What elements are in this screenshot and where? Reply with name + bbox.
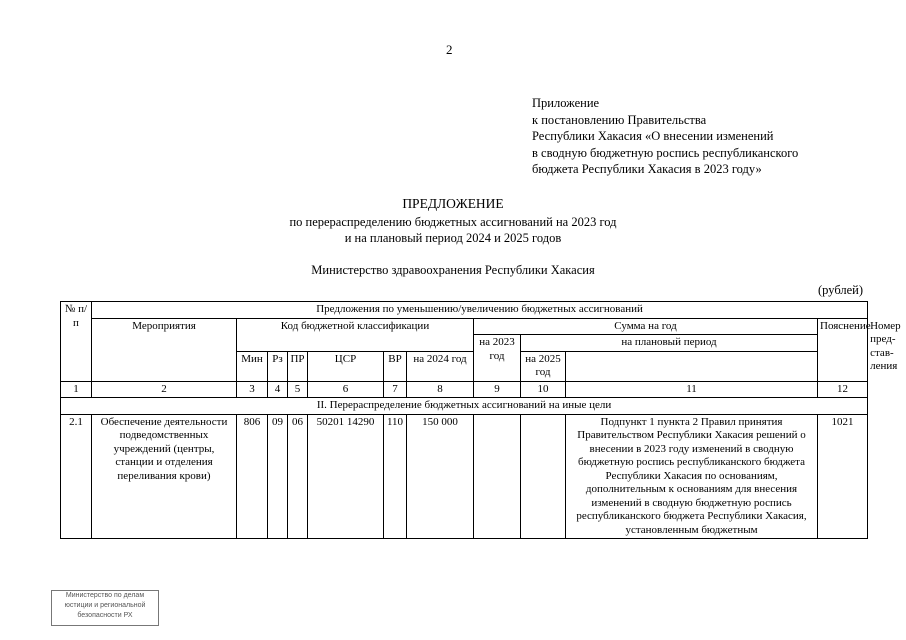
- section-heading: II. Перераспределение бюджетных ассигнований на иные цели: [61, 398, 868, 415]
- page-number: 2: [446, 42, 453, 57]
- header-budget-code: Код бюджетной классификации: [237, 318, 474, 351]
- col-number: 9: [474, 381, 521, 398]
- col-number: 8: [407, 381, 474, 398]
- header-pr: ПР: [288, 351, 308, 381]
- header-measures: Мероприятия: [92, 318, 237, 381]
- col-number: 10: [521, 381, 566, 398]
- header-proposals: Предложения по уменьшению/увеличению бюджетных ассигнований: [92, 302, 868, 319]
- col-number: 4: [268, 381, 288, 398]
- header-sum-year: Сумма на год: [474, 318, 818, 335]
- col-number: 7: [384, 381, 407, 398]
- budget-table: [60, 301, 901, 539]
- row-sum-2023: 150 000: [407, 414, 474, 539]
- col-number: 1: [61, 381, 92, 398]
- header-min: Мин: [237, 351, 268, 381]
- ministry-name: Министерство здравоохранения Республики Хакасия: [311, 263, 595, 277]
- row-pr: 06: [288, 414, 308, 539]
- row-rz: 09: [268, 414, 288, 539]
- section-row: [61, 398, 868, 415]
- column-numbers-row: [61, 381, 868, 398]
- col-number: 6: [308, 381, 384, 398]
- row-min: 806: [237, 414, 268, 539]
- header-explanation: Пояснение: [818, 318, 868, 381]
- header-planned-period: на плановый период: [521, 335, 818, 352]
- row-vr: 110: [384, 414, 407, 539]
- row-number: 2.1: [61, 414, 92, 539]
- header-csr: ЦСР: [308, 351, 384, 381]
- col-number: 5: [288, 381, 308, 398]
- header-rz: Рз: [268, 351, 288, 381]
- header-row-2: Мероприятия Код бюджетной классификации Сумма на год Пояснение Номер пред-став-ления: [61, 318, 868, 335]
- header-2023: на 2023 год: [474, 335, 521, 382]
- document-title: ПРЕДЛОЖЕНИЕ: [402, 196, 504, 211]
- row-rep-number: 1021: [818, 414, 868, 539]
- col-number: 11: [566, 381, 818, 398]
- header-num: № п/п: [61, 302, 92, 382]
- col-number: 12: [818, 381, 868, 398]
- row-sum-2024: [474, 414, 521, 539]
- header-2025: на 2025 год: [521, 351, 566, 381]
- header-row-1: [61, 302, 868, 319]
- units-label: (рублей): [818, 283, 864, 297]
- appendix-note: Приложение к постановлению Правительства Республики Хакасия «О внесении изменений в сводную бюджетную роспись республиканского бюджета Республики Хакасия в 2023 году»: [532, 96, 799, 176]
- row-csr: 50201 14290: [308, 414, 384, 539]
- row-measure: Обеспечение деятельности подведомственных учреждений (центры, станции и отделения переливания крови): [92, 414, 237, 539]
- row-explanation: Подпункт 1 пункта 2 Правил принятия Правительством Республики Хакасия решений о внесении в 2023 году изменений в сводную бюджетную роспись республиканского бюджета Республики Хакасия по основаниям, дополнительным к основаниям для внесения изменений в сводную бюджетную роспись республиканского бюджета Республики Хакасия, установленным бюджетным: [566, 414, 818, 539]
- table-row: [61, 414, 868, 539]
- row-sum-2025: [521, 414, 566, 539]
- col-number: 3: [237, 381, 268, 398]
- registration-stamp: Министерство по делам юстиции и региональной безопасности РХ: [51, 590, 159, 626]
- header-vr: ВР: [384, 351, 407, 381]
- header-2024: на 2024 год: [407, 351, 474, 381]
- col-number: 2: [92, 381, 237, 398]
- document-subtitle: по перераспределению бюджетных ассигнований на 2023 год и на плановый период 2024 и 2025 годов: [289, 215, 617, 245]
